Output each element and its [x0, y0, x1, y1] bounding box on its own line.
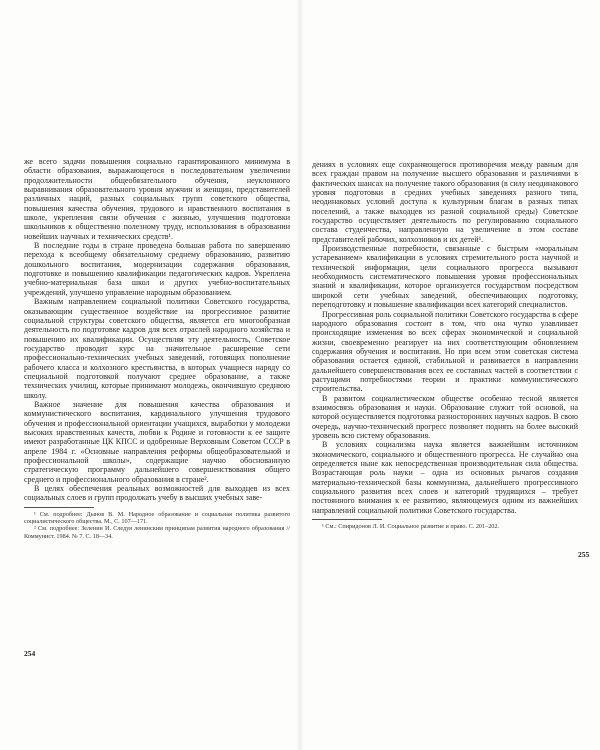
paragraph: дениях в условиях еще сохраняющегося противоречия между равным для всех граждан правом на получение высшего образования и различиями в фактических шансах на получение такого образования (в силу неодинакового уровня подготовки в средних учебных заведениях разного типа, неодинаковых условий доступа к культурным благам в разных типах поселений, а также выходцев из разной социальной среды) Советское государство осуществляет деятельность по регулированию социального состава студенчества, направленную на увеличение в этом составе представителей рабочих, колхозников и их детей¹.: [312, 160, 578, 244]
footnote: ² См. подробнее: Зеленин И. Следуя ленинским принципам развития народного образования // Коммунист. 1984. № 7. С. 18—34.: [24, 525, 290, 540]
paragraph: В условиях социализма наука является важнейшим источником экономического, социального и общественного прогресса. Не случайно она определяется ныне как непосредственная производительная сила общества. Возрастающая роль науки – одна из основных рычагов создания материально-технической базы коммунизма, дальнейшего прогрессивного социального развития всех слоев и категорий трудящихся – требует постоянного внимания к ее развитию, являющемуся одним из важнейших направлений социальной политики Советского государства.: [312, 440, 578, 515]
paragraph: Важным направлением социальной политики Советского государства, оказывающим существенное воздействие на прогрессивное развитие социальной структуры советского общества, является его многообразная деятельность по подготовке кадров для всех отраслей народного хозяйства и повышению их квалификации. Осуществляя эту деятельность, Советское государство проводит курс на значительное расширение сети профессионально-технических учебных заведений, готовящих пополнение рабочего класса и колхозного крестьянства, в которых учащиеся наряду со специальной подготовкой получают среднее образование, а также технических училищ, которые принимают молодежь, окончившую среднюю школу.: [24, 297, 290, 400]
footnote-divider: [312, 519, 382, 520]
paragraph: же всего задачи повышения социально гарантированного минимума в области образования, выражающегося в последовательном увеличении продолжительности общеобязательного обучения, неуклонного выравнивания образовательного уровня мужчин и женщин, представителей различных наций, разных социальных групп советского общества, повышения качества обучения, трудового и нравственного воспитания в школе, укрепления связи обучения с жизнью, улучшения подготовки школьников к общественно полезному труду, использования в образовании новейших научных и технических средств¹.: [24, 157, 290, 241]
page-number: 255: [578, 550, 590, 559]
paragraph: В развитом социалистическом обществе особенно тесной является взаимосвязь образования и науки. Образование служит той основой, на которой осуществляется подготовка разносторонних научных кадров. В свою очередь, научно-технический прогресс позволяет поднять на более высокий уровень всю систему образования.: [312, 393, 578, 440]
left-page-text: [24, 157, 290, 540]
paragraph: Производственные потребности, связанные с быстрым «моральным устареванием» квалификации в условиях стремительного роста научной и технической информации, цели социального прогресса вызывают необходимость систематического повышения уровня профессиональных знаний и квалификации, которое организуется государством посредством широкой сети учебных заведений, обеспечивающих подготовку, переподготовку и повышение квалификации всех категорий специалистов.: [312, 244, 578, 310]
footnote: ¹ См.: Спиридонов Л. И. Социальное развитие и право. С. 201–202.: [322, 523, 500, 531]
page-number: 254: [24, 649, 36, 658]
footnote-divider: [24, 507, 94, 508]
right-page: [300, 0, 600, 750]
paragraph: В целях обеспечения реальных возможностей для выходцев из всех социальных слоев и групп продолжать учебу в высших учебных заве-: [24, 484, 290, 503]
paragraph: В последние годы в стране проведена большая работа по завершению перехода к всеобщему обязательному среднему образованию, развитию дошкольного воспитания, модернизации содержания образования, подготовке и повышению квалификации педагогических кадров. Укреплена учебно-материальная база школ и других учебно-воспитательных учреждений, улучшено управление народным образованием.: [24, 241, 290, 297]
right-page-text: [312, 160, 578, 530]
footnote: ¹ См. подробнее: Дынов В. М. Народное образование и социальная политика развитого социалистического общества. М., С. 107—171.: [24, 510, 290, 526]
paragraph: Прогрессивная роль социальной политики Советского государства в сфере народного образования состоит в том, что она чутко улавливает происходящие изменения во всех сферах экономической и социальной жизни, своевременно реагирует на них соответствующим обновлением содержания обучения и воспитания. Но при всем этом советская система образования остается единой, стабильной и развивается в направлении дальнейшего совершенствования всех ее составных частей в соответствии с растущими потребностями теории и практики коммунистического строительства.: [312, 309, 578, 394]
paragraph: Важное значение для повышения качества образования и коммунистического воспитания, кардинального улучшения трудового обучения и профессиональной ориентации учащихся, выработки у молодежи высоких нравственных качеств, любви к Родине и готовности к ее защите имеют разработанные ЦК КПСС и одобренные Верховным Советом СССР в апреле 1984 г. «Основные направления реформы общеобразовательной и профессиональной школы», содержащие научно обоснованную стратегическую программу дальнейшего совершенствования общего среднего и профессионального образования в стране².: [24, 399, 290, 484]
